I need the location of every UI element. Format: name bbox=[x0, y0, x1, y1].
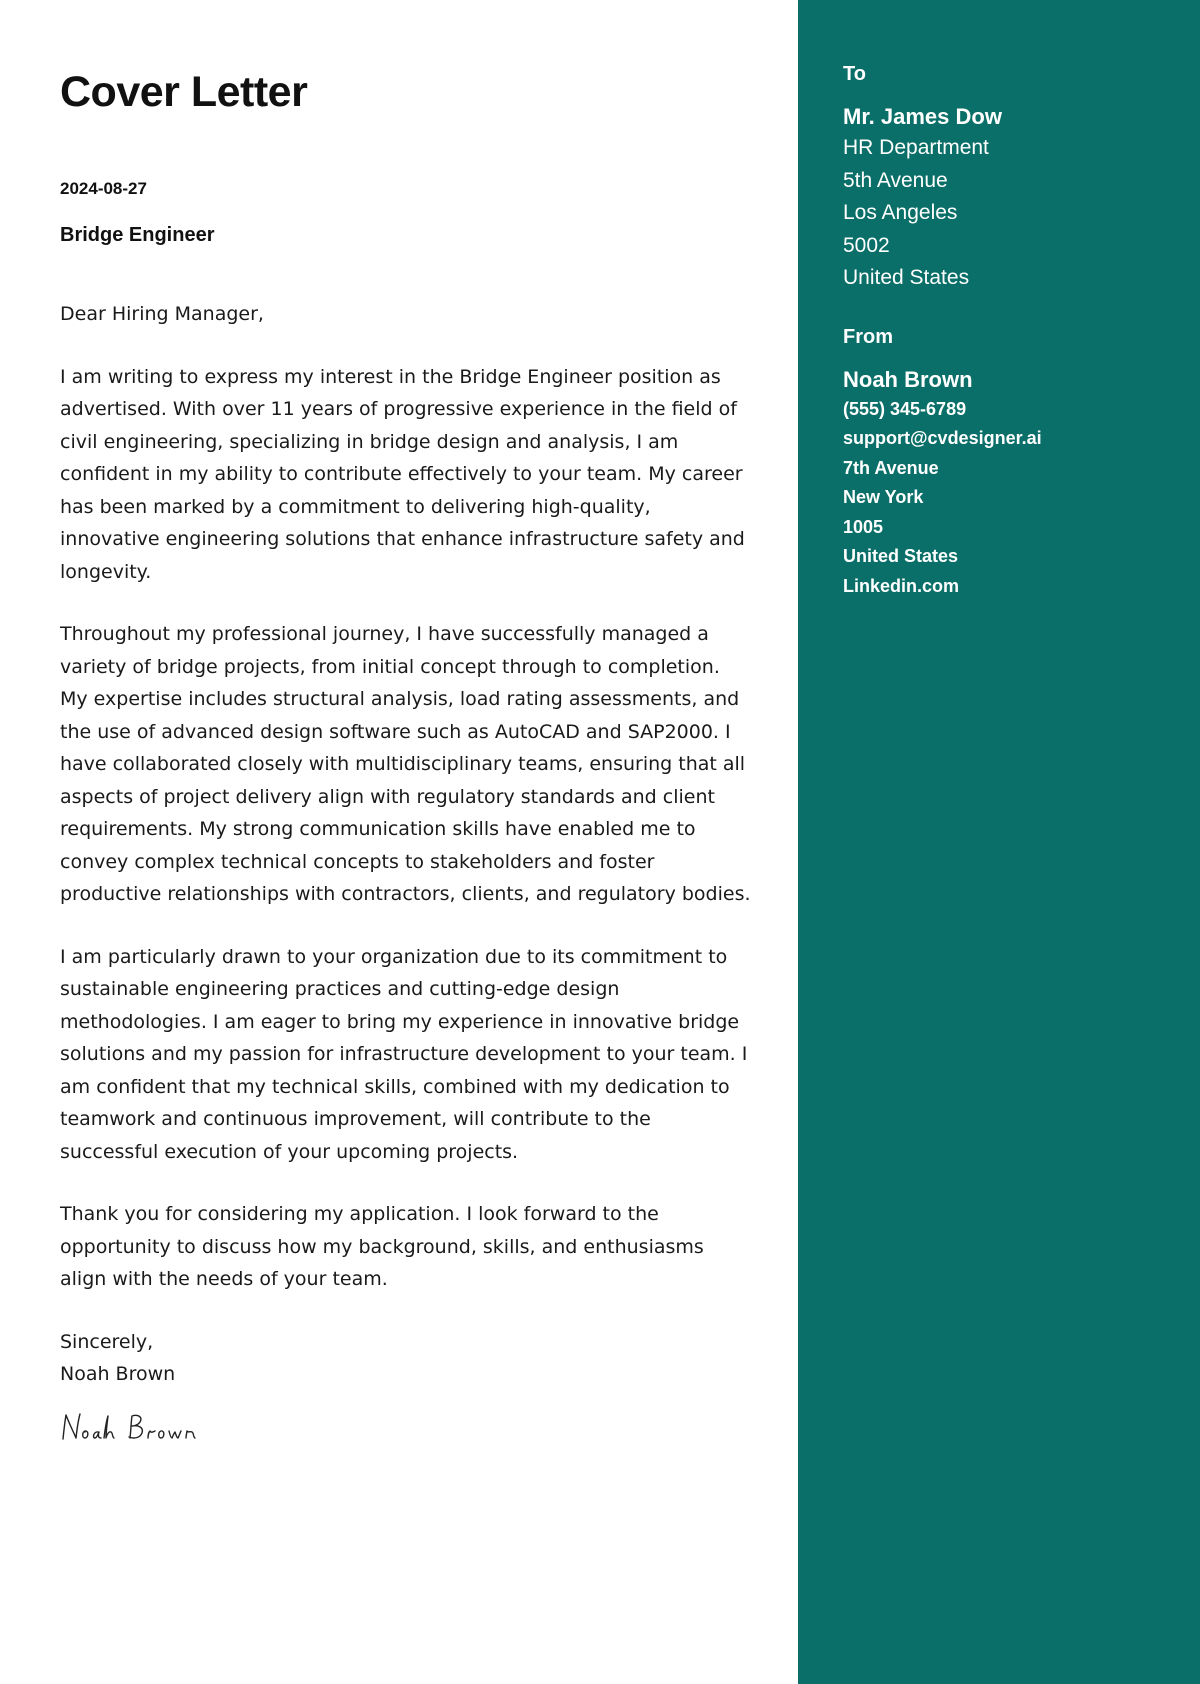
sender-email: support@cvdesigner.ai bbox=[843, 428, 1042, 448]
sender-street: 7th Avenue bbox=[843, 457, 939, 478]
paragraph-2: Throughout my professional journey, I have successfully managed a variety of bridge projects, from initial concept through to completion. My expertise includes structural analysis, load rating assessments, and the use of advanced design software such as AutoCAD and SAP2000. I have collaborated closely with multidisciplinary teams, ensuring that all aspects of project delivery align with regulatory standards and client requirements. My strong communication skills have enabled me to convey complex technical concepts to stakeholders and foster productive relationships with contractors, clients, and regulatory bodies. bbox=[60, 623, 751, 905]
paragraph-4: Thank you for considering my application. I look forward to the opportunity to discuss how my background, skills, and enthusiasms align with the needs of your team. bbox=[60, 1203, 704, 1290]
sender-city: New York bbox=[843, 487, 924, 507]
from-heading: From bbox=[843, 325, 893, 348]
sender-name: Noah Brown bbox=[843, 366, 973, 392]
paragraph-3: I am particularly drawn to your organization due to its commitment to sustainable engineering practices and cutting-edge design methodologies. I am eager to bring my experience in innovative bridge solutions and my passion for infrastructure development to your team. I am confident that my technical skills, combined with my dedication to teamwork and continuous improvement, will contribute to the successful execution of your upcoming projects. bbox=[60, 945, 748, 1163]
sender-country: United States bbox=[843, 546, 959, 566]
signature-image bbox=[60, 1407, 210, 1447]
recipient-street: 5th Avenue bbox=[843, 168, 948, 192]
sender-linkedin: Linkedin.com bbox=[843, 575, 960, 596]
signature bbox=[60, 1407, 752, 1467]
to-heading: To bbox=[843, 63, 866, 85]
page-title: Cover Letter bbox=[60, 68, 308, 116]
closing: Sincerely, bbox=[60, 1330, 154, 1353]
sender-zip: 1005 bbox=[843, 516, 884, 537]
job-position: Bridge Engineer bbox=[60, 224, 215, 246]
recipient-city: Los Angeles bbox=[843, 201, 958, 224]
recipient-zip: 5002 bbox=[843, 233, 890, 257]
letter-date: 2024-08-27 bbox=[60, 179, 147, 198]
sender-phone: (555) 345-6789 bbox=[843, 398, 967, 419]
greeting: Dear Hiring Manager, bbox=[60, 303, 264, 325]
paragraph-1: I am writing to express my interest in the Bridge Engineer position as advertised. With over 11 years of progressive experience in the field of civil engineering, specializing in bridge design and analysis, I am confident in my ability to contribute effectively to your team. My career has been marked by a commitment to delivering high-quality, innovative engineering solutions that enhance infrastructure safety and longevity. bbox=[60, 365, 745, 583]
closing-name: Noah Brown bbox=[60, 1363, 176, 1385]
contact-sidebar bbox=[798, 0, 1200, 1684]
recipient-department: HR Department bbox=[843, 136, 989, 159]
recipient-country: United States bbox=[843, 266, 970, 289]
recipient-name: Mr. James Dow bbox=[843, 104, 1002, 129]
